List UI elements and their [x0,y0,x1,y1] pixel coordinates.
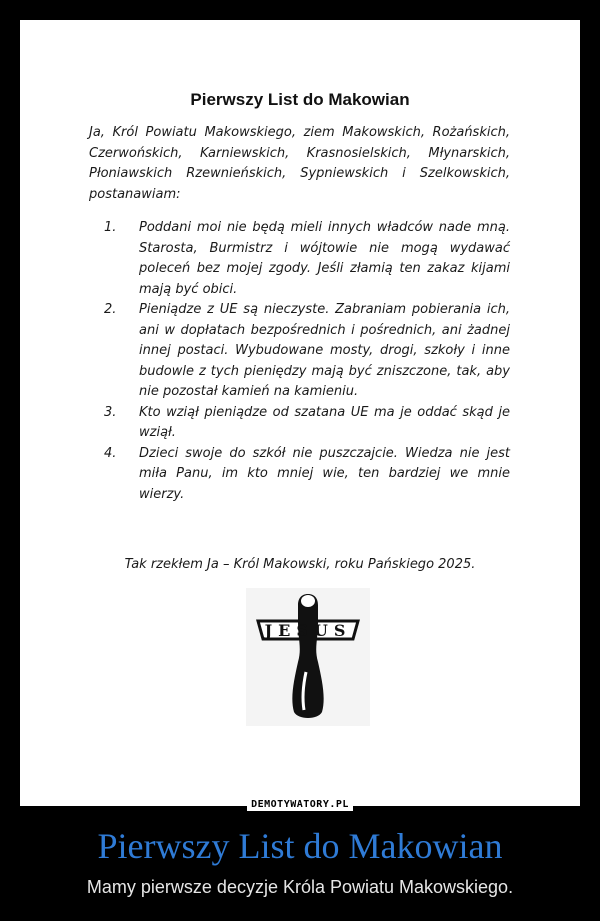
document-intro: Ja, Król Powiatu Makowskiego, ziem Makowskich, Rożańskich, Czerwońskich, Karniewskich, Krasnosielskich, Młynarskich, Płoniawskich Rzewnieńskich, Sypniewskich i Szelkowskich, postanawiam: [89,125,510,202]
decree-text: Pieniądze z UE są nieczyste. Zabraniam pobierania ich, ani w dopłatach bezpośrednich i pośrednich, ani żadnej innej postaci. Wybudowane mosty, drogi, szkoły i inne budowle z tych pieniędzy mają być zniszczone, tak, aby nie pozostał kamień na kamieniu. [139,302,510,399]
decree-text: Poddani moi nie będą mieli innych władców nade mną. Starosta, Burmistrz i wójtowie nie mogą wydawać poleceń bez mojej zgody. Jeśli złamią ten zakaz kijami mają być obici. [139,220,510,297]
decree-number: 1. [104,220,117,235]
caption-subtitle: Mamy pierwsze decyzje Króla Powiatu Makowskiego. [86,877,514,897]
document-title: Pierwszy List do Makowian [190,90,410,109]
decree-item [104,403,510,444]
document-closing: Tak rzekłem Ja – Król Makowski, roku Pańskiego 2025. [124,557,476,572]
decree-number: 2. [104,302,117,317]
decree-item [104,444,510,506]
watermark [20,794,580,812]
emblem-text: JESUS [264,621,352,640]
poster-frame [20,20,580,810]
watermark-label: DEMOTYWATORY.PL [247,798,353,811]
decree-item [104,218,510,300]
decree-number: 4. [104,445,117,461]
decree-number: 3. [104,404,117,420]
decree-item [104,300,510,403]
decree-text: Dzieci swoje do szkół nie puszczajcie. Wiedza nie jest miła Panu, im kto mniej wie, ten bardziej we mnie wierzy. [139,445,510,502]
decree-text: Kto wziął pieniądze od szatana UE ma je oddać skąd je wziął. [139,404,510,440]
caption-title: Pierwszy List do Makowian [97,826,503,866]
jesus-cross-icon [246,588,370,726]
decree-list [104,218,510,505]
